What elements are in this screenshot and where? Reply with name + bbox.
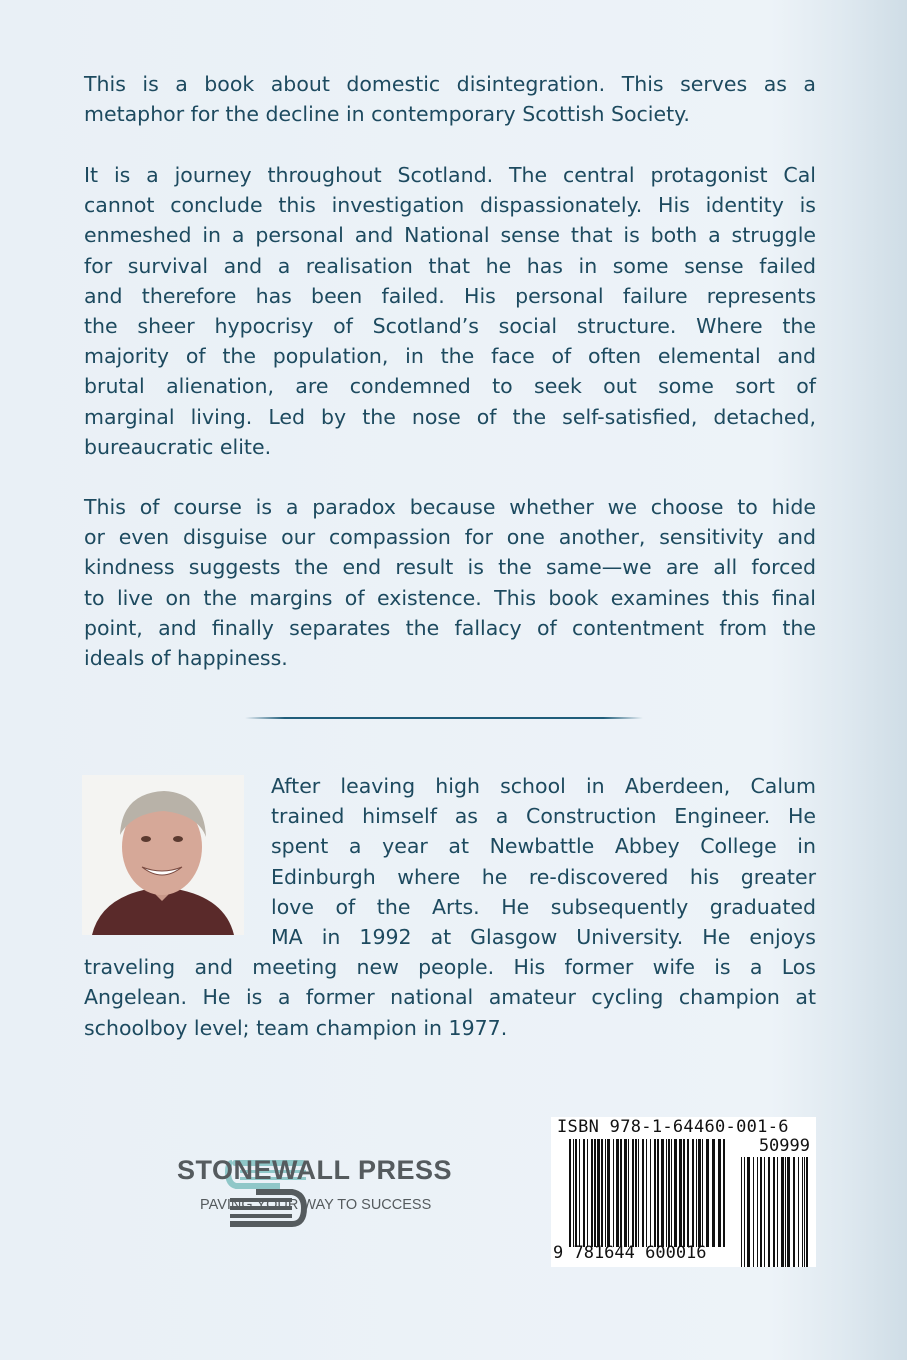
- barcode-bar: [666, 1139, 667, 1247]
- barcode-bar: [760, 1157, 762, 1267]
- barcode-bar: [753, 1157, 754, 1267]
- bio-line: traveling and meeting new people. His former wife is a Los: [84, 955, 816, 980]
- blurb-line: It is a journey throughout Scotland. The central protagonist Cal: [84, 163, 816, 187]
- barcode-bar: [613, 1139, 614, 1247]
- barcode-bar: [702, 1139, 703, 1247]
- barcode-bar: [620, 1139, 622, 1247]
- barcode-bar: [785, 1157, 786, 1267]
- barcode-bar: [650, 1139, 651, 1247]
- blurb-line: cannot conclude this investigation dispassionately. His identity is: [84, 193, 816, 218]
- barcode-bar: [741, 1157, 742, 1267]
- bio-line: love of the Arts. He subsequently graduated: [271, 894, 816, 919]
- barcode-bar: [575, 1139, 577, 1247]
- barcode-bar: [642, 1139, 644, 1247]
- author-bio: [84, 771, 816, 1043]
- barcode-bar: [798, 1157, 799, 1267]
- blurb-line: metaphor for the decline in contemporary Scottish Society.: [84, 102, 690, 127]
- barcode-bar: [573, 1139, 574, 1247]
- barcode-bar: [628, 1139, 629, 1247]
- blurb-line: to live on the margins of existence. This book examines this final: [84, 585, 816, 610]
- ean-number: 9 781644 600016: [553, 1243, 707, 1263]
- blurb-line: for survival and a realisation that he has in some sense failed: [84, 253, 816, 278]
- barcode-bar: [591, 1139, 593, 1247]
- barcode-bar: [587, 1139, 588, 1247]
- barcode-bar: [668, 1139, 670, 1247]
- barcode-bar: [601, 1139, 603, 1247]
- blurb-line: majority of the population, in the face of often elemental and: [84, 344, 816, 369]
- barcode-bar: [706, 1139, 709, 1247]
- barcode-bar: [569, 1139, 571, 1247]
- blurb-line: marginal living. Led by the nose of the self-satisfied, detached,: [84, 404, 816, 429]
- barcode-bar: [692, 1139, 694, 1247]
- barcode-bar: [683, 1139, 685, 1247]
- barcode-bar: [616, 1139, 619, 1247]
- barcode-bar: [768, 1157, 770, 1267]
- blurb-paragraph-2: [84, 160, 816, 462]
- barcode-bar: [787, 1157, 790, 1267]
- barcode-bar: [607, 1139, 610, 1247]
- barcode-bar: [624, 1139, 627, 1247]
- isbn-barcode: [551, 1117, 816, 1267]
- bio-line: After leaving high school in Aberdeen, Calum: [271, 774, 816, 798]
- bio-line: schoolboy level; team champion in 1977.: [84, 1015, 508, 1040]
- blurb-line: This is a book about domestic disintegration. This serves as a: [84, 72, 816, 96]
- blurb-line: enmeshed in a personal and National sense that is both a struggle: [84, 223, 816, 248]
- barcode-bar: [747, 1157, 750, 1267]
- publisher-name: STONEWALL PRESS: [177, 1155, 453, 1185]
- blurb-line: point, and finally separates the fallacy of contentment from the: [84, 615, 816, 640]
- isbn-label: ISBN 978-1-64460-001-6: [557, 1117, 789, 1137]
- barcode-bar: [654, 1139, 656, 1247]
- barcode-bar: [712, 1139, 715, 1247]
- barcode-bar: [594, 1139, 596, 1247]
- barcode-bar: [687, 1139, 689, 1247]
- barcode-bar: [804, 1157, 805, 1267]
- price-addon: 50999: [758, 1136, 810, 1156]
- barcode-bar: [757, 1157, 758, 1267]
- blurb-line: This of course is a paradox because whether we choose to hide: [84, 495, 816, 519]
- bio-line: MA in 1992 at Glasgow University. He enjoys: [271, 924, 816, 949]
- barcode-bar: [583, 1139, 585, 1247]
- blurb-line: brutal alienation, are condemned to seek out some sort of: [84, 374, 816, 399]
- publisher-tagline: PAVING YOUR WAY TO SUCCESS: [200, 1197, 432, 1213]
- barcode-bar: [793, 1157, 795, 1267]
- blurb-line: or even disguise our compassion for one another, sensitivity and: [84, 525, 816, 550]
- barcode-bar: [632, 1139, 634, 1247]
- barcode-bar: [723, 1139, 725, 1247]
- barcode-bar: [802, 1157, 803, 1267]
- blurb-paragraph-3: [84, 492, 816, 673]
- barcode-bar: [671, 1139, 672, 1247]
- barcode-bar: [781, 1157, 784, 1267]
- barcode-bar: [638, 1139, 639, 1247]
- bio-line: spent a year at Newbattle Abbey College in: [271, 834, 816, 859]
- barcode-bar: [679, 1139, 682, 1247]
- barcode-bar: [744, 1157, 745, 1267]
- barcode-bar: [806, 1157, 808, 1267]
- barcode-bar: [764, 1157, 765, 1267]
- barcode-bar: [657, 1139, 659, 1247]
- barcode-bar: [777, 1157, 778, 1267]
- blurb-line: and therefore has been failed. His personal failure represents: [84, 283, 816, 308]
- barcode-bar: [674, 1139, 677, 1247]
- bio-line: Edinburgh where he re-discovered his greater: [271, 864, 816, 889]
- barcode-bar: [661, 1139, 664, 1247]
- blurb-line: ideals of happiness.: [84, 645, 288, 670]
- barcode-bar: [718, 1139, 721, 1247]
- divider: [245, 717, 643, 719]
- barcode-bar: [646, 1139, 647, 1247]
- blurb-line: bureaucratic elite.: [84, 434, 272, 459]
- blurb-line: kindness suggests the end result is the same—we are all forced: [84, 555, 816, 580]
- barcode-bar: [696, 1139, 697, 1247]
- barcode-bar: [579, 1139, 580, 1247]
- bio-line: Angelean. He is a former national amateur cycling champion at: [84, 985, 816, 1010]
- barcode-bar: [635, 1139, 637, 1247]
- blurb-paragraph-1: [84, 69, 816, 129]
- barcode-bar: [773, 1157, 775, 1267]
- bio-line: trained himself as a Construction Engineer. He: [271, 804, 816, 829]
- barcode-bar: [605, 1139, 606, 1247]
- barcode-bar: [597, 1139, 600, 1247]
- barcode-bar: [698, 1139, 701, 1247]
- blurb-line: the sheer hypocrisy of Scotland’s social structure. Where the: [84, 313, 816, 338]
